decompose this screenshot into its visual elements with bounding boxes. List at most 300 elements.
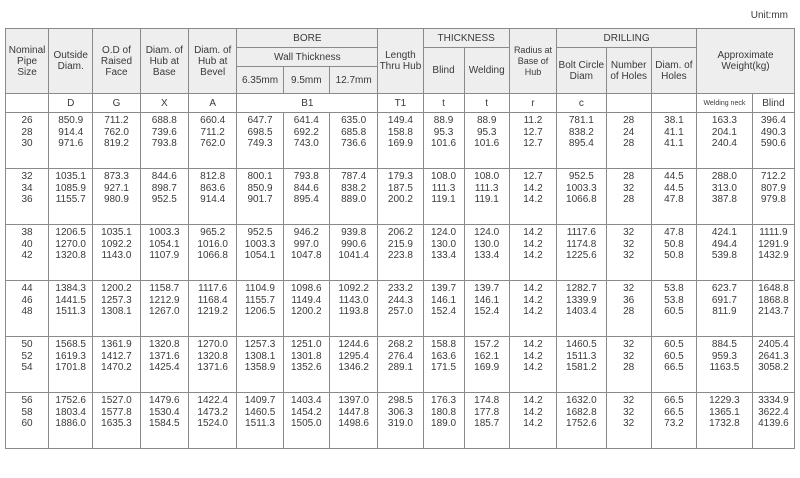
cell-value: 1505.0 xyxy=(291,418,322,429)
cell-value: 971.6 xyxy=(58,138,84,149)
cell-value: 14.2 xyxy=(523,250,543,261)
symbol-nps-blank xyxy=(6,94,49,113)
cell-value: 1257.3 xyxy=(101,294,132,306)
cell-value: 41.1 xyxy=(664,138,684,149)
header-wt-9-5: 9.5mm xyxy=(283,67,329,94)
cell-value: 101.6 xyxy=(474,138,500,149)
cell-b1 xyxy=(237,113,283,169)
header-nominal-pipe-size: Nominal Pipe Size xyxy=(6,29,49,94)
cell-value: 111.3 xyxy=(431,182,456,194)
cell-value: 95.3 xyxy=(476,126,497,138)
cell-value: 787.4 xyxy=(341,171,367,182)
cell-value: 1003.3 xyxy=(149,227,180,238)
cell-value: 884.5 xyxy=(711,339,737,350)
cell-value: 1352.6 xyxy=(291,362,322,373)
cell-value: 200.2 xyxy=(387,194,413,205)
cell-value: 635.0 xyxy=(341,115,367,126)
cell-value: 28 xyxy=(623,171,635,182)
cell-h xyxy=(651,169,696,225)
cell-value: 1470.2 xyxy=(101,362,132,373)
cell-value: 396.4 xyxy=(760,115,786,126)
cell-value: 2405.4 xyxy=(758,339,789,350)
cell-nps xyxy=(6,225,49,281)
cell-value: 1098.6 xyxy=(291,283,322,294)
cell-value: 781.1 xyxy=(568,115,594,126)
cell-b2 xyxy=(283,169,329,225)
cell-value: 647.7 xyxy=(247,115,273,126)
cell-value: 108.0 xyxy=(474,171,500,182)
cell-value: 1035.1 xyxy=(55,171,86,182)
cell-value: 1632.0 xyxy=(566,395,597,406)
header-number-of-holes: Number of Holes xyxy=(606,48,651,94)
cell-value: 1168.4 xyxy=(197,294,228,306)
cell-b2 xyxy=(283,281,329,337)
cell-g xyxy=(93,281,140,337)
cell-b1 xyxy=(237,393,283,449)
cell-value: 1460.5 xyxy=(566,339,597,350)
cell-value: 14.2 xyxy=(523,339,543,350)
cell-value: 1219.2 xyxy=(197,306,228,317)
cell-b3 xyxy=(329,113,377,169)
cell-value: 952.5 xyxy=(151,194,177,205)
cell-value: 1155.7 xyxy=(55,194,86,205)
cell-value: 44.5 xyxy=(664,182,684,194)
cell-value: 101.6 xyxy=(431,138,457,149)
cell-t1 xyxy=(378,337,423,393)
cell-c xyxy=(557,281,606,337)
cell-value: 111.3 xyxy=(474,182,499,194)
cell-d xyxy=(49,393,93,449)
cell-value: 14.2 xyxy=(523,406,543,418)
cell-value: 288.0 xyxy=(711,171,737,182)
cell-tw xyxy=(464,281,509,337)
cell-value: 939.8 xyxy=(341,227,367,238)
cell-value: 240.4 xyxy=(711,138,737,149)
cell-value: 1225.6 xyxy=(566,250,597,261)
cell-t1 xyxy=(378,113,423,169)
cell-h xyxy=(651,393,696,449)
cell-value: 53.8 xyxy=(664,283,684,294)
cell-value: 1320.8 xyxy=(149,339,180,350)
cell-n xyxy=(606,225,651,281)
cell-wb xyxy=(752,337,794,393)
cell-value: 1384.3 xyxy=(55,283,86,294)
symbol-a: A xyxy=(189,94,237,113)
cell-value: 1403.4 xyxy=(566,306,597,317)
cell-value: 66.5 xyxy=(664,395,684,406)
cell-value: 711.2 xyxy=(104,115,129,126)
cell-b1 xyxy=(237,337,283,393)
cell-value: 12.7 xyxy=(523,171,543,182)
cell-tb xyxy=(423,169,464,225)
cell-tb xyxy=(423,393,464,449)
cell-value: 14.2 xyxy=(523,182,543,194)
cell-value: 185.7 xyxy=(474,418,500,429)
header-blind: Blind xyxy=(423,48,464,94)
cell-value: 163.3 xyxy=(711,115,737,126)
cell-ww xyxy=(697,113,753,169)
cell-value: 158.8 xyxy=(387,126,413,138)
cell-n xyxy=(606,393,651,449)
cell-value: 1371.6 xyxy=(197,362,228,373)
cell-value: 914.4 xyxy=(200,194,226,205)
cell-value: 1282.7 xyxy=(566,283,597,294)
cell-value: 1117.6 xyxy=(198,283,228,294)
cell-nps xyxy=(6,337,49,393)
cell-value: 133.4 xyxy=(474,250,500,261)
cell-value: 88.9 xyxy=(433,115,454,126)
cell-value: 133.4 xyxy=(431,250,457,261)
cell-value: 146.1 xyxy=(431,294,457,306)
cell-value: 1291.9 xyxy=(758,238,789,250)
cell-value: 1361.9 xyxy=(101,339,132,350)
cell-tw xyxy=(464,225,509,281)
cell-value: 743.0 xyxy=(293,138,319,149)
cell-value: 233.2 xyxy=(387,283,413,294)
table-row xyxy=(6,281,795,337)
cell-value: 698.5 xyxy=(247,126,273,138)
cell-value: 1397.0 xyxy=(338,395,369,406)
cell-value: 171.5 xyxy=(431,362,457,373)
cell-g xyxy=(93,337,140,393)
cell-value: 490.3 xyxy=(760,126,786,138)
cell-value: 124.0 xyxy=(431,227,457,238)
cell-value: 1511.3 xyxy=(566,350,597,362)
cell-d xyxy=(49,113,93,169)
cell-value: 965.2 xyxy=(200,227,226,238)
cell-value: 32 xyxy=(623,418,635,429)
cell-value: 736.6 xyxy=(341,138,367,149)
cell-value: 32 xyxy=(623,250,635,261)
symbol-diam-blank xyxy=(651,94,696,113)
cell-value: 927.1 xyxy=(103,182,129,194)
cell-value: 162.1 xyxy=(474,350,500,362)
cell-value: 1682.8 xyxy=(566,406,597,418)
cell-value: 1365.1 xyxy=(709,406,740,418)
cell-c xyxy=(557,225,606,281)
header-wt-6-35: 6.35mm xyxy=(237,67,283,94)
cell-value: 1111.9 xyxy=(759,227,788,238)
cell-value: 169.9 xyxy=(474,362,500,373)
cell-value: 1117.6 xyxy=(566,227,596,238)
header-od-raised-face: O.D of Raised Face xyxy=(93,29,140,94)
cell-value: 204.1 xyxy=(711,126,737,138)
cell-h xyxy=(651,281,696,337)
cell-value: 177.8 xyxy=(474,406,500,418)
cell-b2 xyxy=(283,113,329,169)
cell-value: 590.6 xyxy=(760,138,786,149)
cell-value: 1200.2 xyxy=(101,283,132,294)
cell-value: 11.2 xyxy=(523,115,543,126)
cell-value: 187.5 xyxy=(387,182,413,194)
cell-value: 44.5 xyxy=(664,171,684,182)
symbol-holes-blank xyxy=(606,94,651,113)
cell-value: 1701.8 xyxy=(55,362,86,373)
cell-nps xyxy=(6,281,49,337)
cell-value: 28 xyxy=(21,126,33,138)
cell-value: 844.6 xyxy=(293,182,319,194)
cell-value: 1267.0 xyxy=(149,306,180,317)
cell-value: 1441.5 xyxy=(55,294,86,306)
cell-value: 1085.9 xyxy=(55,182,86,194)
cell-value: 24 xyxy=(623,126,635,138)
cell-a xyxy=(189,337,237,393)
cell-b1 xyxy=(237,225,283,281)
symbol-t-blind: t xyxy=(423,94,464,113)
cell-value: 130.0 xyxy=(474,238,500,250)
cell-value: 1229.3 xyxy=(709,395,740,406)
cell-value: 1244.6 xyxy=(338,339,369,350)
cell-value: 163.6 xyxy=(431,350,457,362)
cell-value: 1635.3 xyxy=(101,418,132,429)
cell-value: 895.4 xyxy=(568,138,594,149)
header-length-thru-hub: Length Thru Hub xyxy=(378,29,423,94)
cell-value: 60.5 xyxy=(664,339,684,350)
cell-value: 313.0 xyxy=(711,182,737,194)
cell-value: 1454.2 xyxy=(291,406,322,418)
cell-value: 306.3 xyxy=(387,406,413,418)
cell-b1 xyxy=(237,169,283,225)
cell-value: 34 xyxy=(21,182,33,194)
cell-b2 xyxy=(283,225,329,281)
cell-ww xyxy=(697,393,753,449)
cell-value: 494.4 xyxy=(711,238,737,250)
cell-value: 1206.5 xyxy=(244,306,276,317)
cell-value: 838.2 xyxy=(568,126,594,138)
cell-value: 1581.2 xyxy=(566,362,597,373)
cell-r xyxy=(509,337,556,393)
cell-value: 1143.0 xyxy=(101,250,132,261)
cell-value: 1346.2 xyxy=(338,362,369,373)
cell-value: 762.0 xyxy=(103,126,129,138)
cell-b3 xyxy=(329,393,377,449)
cell-value: 47.8 xyxy=(664,194,684,205)
cell-value: 800.1 xyxy=(247,171,273,182)
cell-g xyxy=(93,169,140,225)
cell-value: 14.2 xyxy=(523,306,543,317)
cell-value: 152.4 xyxy=(474,306,500,317)
header-wt-12-7: 12.7mm xyxy=(329,67,377,94)
cell-x xyxy=(140,393,188,449)
symbol-x: X xyxy=(140,94,188,113)
cell-b2 xyxy=(283,393,329,449)
cell-value: 14.2 xyxy=(523,238,543,250)
cell-value: 895.4 xyxy=(293,194,319,205)
cell-value: 32 xyxy=(623,283,635,294)
cell-a xyxy=(189,225,237,281)
cell-value: 14.2 xyxy=(523,194,543,205)
symbol-blind: Blind xyxy=(752,94,794,113)
cell-value: 124.0 xyxy=(474,227,500,238)
cell-value: 1320.8 xyxy=(55,250,86,261)
cell-tb xyxy=(423,113,464,169)
cell-c xyxy=(557,393,606,449)
cell-value: 914.4 xyxy=(58,126,84,138)
cell-value: 844.6 xyxy=(151,171,177,182)
header-bore: BORE xyxy=(237,29,378,48)
cell-value: 158.8 xyxy=(431,339,457,350)
cell-value: 1527.0 xyxy=(101,395,132,406)
cell-value: 139.7 xyxy=(474,283,500,294)
cell-value: 54 xyxy=(21,362,33,373)
header-wall-thickness: Wall Thickness xyxy=(237,48,378,67)
cell-value: 1511.3 xyxy=(245,418,275,429)
cell-value: 66.5 xyxy=(664,406,684,418)
cell-value: 660.4 xyxy=(200,115,226,126)
cell-value: 66.5 xyxy=(664,362,684,373)
cell-value: 244.3 xyxy=(387,294,413,306)
cell-r xyxy=(509,225,556,281)
cell-value: 952.5 xyxy=(247,227,273,238)
cell-value: 289.1 xyxy=(387,362,413,373)
cell-value: 1066.8 xyxy=(566,194,597,205)
cell-d xyxy=(49,281,93,337)
cell-nps xyxy=(6,393,49,449)
cell-value: 215.9 xyxy=(387,238,413,250)
cell-value: 176.3 xyxy=(431,395,457,406)
cell-value: 48 xyxy=(21,306,33,317)
cell-value: 32 xyxy=(623,395,635,406)
cell-value: 819.2 xyxy=(103,138,129,149)
cell-nps xyxy=(6,169,49,225)
cell-value: 1320.8 xyxy=(197,350,228,362)
cell-h xyxy=(651,225,696,281)
flange-dimensions-table xyxy=(5,28,795,449)
cell-value: 53.8 xyxy=(664,294,684,306)
cell-value: 32 xyxy=(623,238,635,250)
cell-value: 257.0 xyxy=(387,306,413,317)
cell-value: 898.7 xyxy=(151,182,177,194)
cell-x xyxy=(140,169,188,225)
cell-ww xyxy=(697,337,753,393)
header-thickness: THICKNESS xyxy=(423,29,509,48)
cell-b3 xyxy=(329,225,377,281)
cell-value: 762.0 xyxy=(200,138,226,149)
cell-value: 812.8 xyxy=(200,171,226,182)
cell-b2 xyxy=(283,337,329,393)
header-diam-of-holes: Diam. of Holes xyxy=(651,48,696,94)
cell-ww xyxy=(697,281,753,337)
cell-t1 xyxy=(378,393,423,449)
cell-value: 28 xyxy=(623,194,635,205)
cell-value: 1301.8 xyxy=(291,350,322,362)
cell-value: 26 xyxy=(21,115,33,126)
cell-value: 47.8 xyxy=(664,227,684,238)
cell-h xyxy=(651,337,696,393)
symbol-c: c xyxy=(557,94,606,113)
cell-value: 38.1 xyxy=(664,115,684,126)
cell-value: 990.6 xyxy=(341,238,367,250)
cell-b1 xyxy=(237,281,283,337)
cell-tw xyxy=(464,393,509,449)
cell-value: 14.2 xyxy=(523,227,543,238)
cell-value: 1206.5 xyxy=(55,227,86,238)
cell-wb xyxy=(752,225,794,281)
cell-value: 1432.9 xyxy=(758,250,789,261)
cell-value: 32 xyxy=(623,350,635,362)
cell-value: 12.7 xyxy=(523,138,543,149)
cell-b3 xyxy=(329,169,377,225)
cell-value: 1200.2 xyxy=(291,306,322,317)
cell-value: 3334.9 xyxy=(758,395,789,406)
cell-value: 901.7 xyxy=(247,194,273,205)
symbol-d: D xyxy=(49,94,93,113)
cell-g xyxy=(93,393,140,449)
cell-value: 1163.5 xyxy=(709,362,740,373)
cell-a xyxy=(189,281,237,337)
cell-value: 56 xyxy=(21,395,33,406)
cell-value: 189.0 xyxy=(431,418,457,429)
cell-value: 36 xyxy=(623,294,635,306)
cell-value: 952.5 xyxy=(568,171,594,182)
header-hub-bevel: Diam. of Hub at Bevel xyxy=(189,29,237,94)
cell-h xyxy=(651,113,696,169)
cell-ww xyxy=(697,169,753,225)
cell-value: 1193.8 xyxy=(338,306,369,317)
cell-value: 1092.2 xyxy=(101,238,132,250)
cell-value: 268.2 xyxy=(387,339,413,350)
cell-value: 152.4 xyxy=(431,306,457,317)
cell-c xyxy=(557,337,606,393)
cell-value: 32 xyxy=(623,339,635,350)
symbol-t-welding: t xyxy=(464,94,509,113)
cell-b3 xyxy=(329,281,377,337)
cell-value: 692.2 xyxy=(293,126,319,138)
cell-value: 2641.3 xyxy=(758,350,789,362)
cell-value: 1257.3 xyxy=(244,339,276,350)
cell-value: 1212.9 xyxy=(149,294,180,306)
cell-value: 850.9 xyxy=(247,182,273,194)
cell-a xyxy=(189,169,237,225)
cell-n xyxy=(606,281,651,337)
cell-value: 157.2 xyxy=(474,339,500,350)
cell-value: 946.2 xyxy=(293,227,319,238)
cell-g xyxy=(93,225,140,281)
cell-value: 1270.0 xyxy=(197,339,228,350)
cell-b3 xyxy=(329,337,377,393)
cell-value: 1425.4 xyxy=(149,362,180,373)
cell-value: 169.9 xyxy=(387,138,413,149)
cell-value: 1107.9 xyxy=(149,250,180,261)
symbol-g: G xyxy=(93,94,140,113)
cell-value: 1035.1 xyxy=(101,227,132,238)
cell-wb xyxy=(752,393,794,449)
cell-r xyxy=(509,393,556,449)
cell-value: 1511.3 xyxy=(55,306,86,317)
cell-value: 1584.5 xyxy=(149,418,180,429)
cell-tw xyxy=(464,113,509,169)
cell-value: 1358.9 xyxy=(244,362,276,373)
cell-r xyxy=(509,113,556,169)
cell-value: 1003.3 xyxy=(244,238,276,250)
cell-value: 276.4 xyxy=(387,350,413,362)
cell-value: 623.7 xyxy=(711,283,737,294)
cell-value: 38 xyxy=(21,227,33,238)
symbol-t1: T1 xyxy=(378,94,423,113)
cell-value: 1619.3 xyxy=(55,350,86,362)
cell-value: 1371.6 xyxy=(149,350,180,362)
table-row xyxy=(6,169,795,225)
cell-value: 14.2 xyxy=(523,395,543,406)
cell-value: 88.9 xyxy=(476,115,497,126)
cell-value: 1752.6 xyxy=(566,418,597,429)
header-radius-hub: Radius at Base of Hub xyxy=(509,29,556,94)
cell-value: 1270.0 xyxy=(55,238,86,250)
cell-n xyxy=(606,337,651,393)
cell-value: 14.2 xyxy=(523,294,543,306)
cell-x xyxy=(140,225,188,281)
cell-value: 711.2 xyxy=(200,126,225,138)
